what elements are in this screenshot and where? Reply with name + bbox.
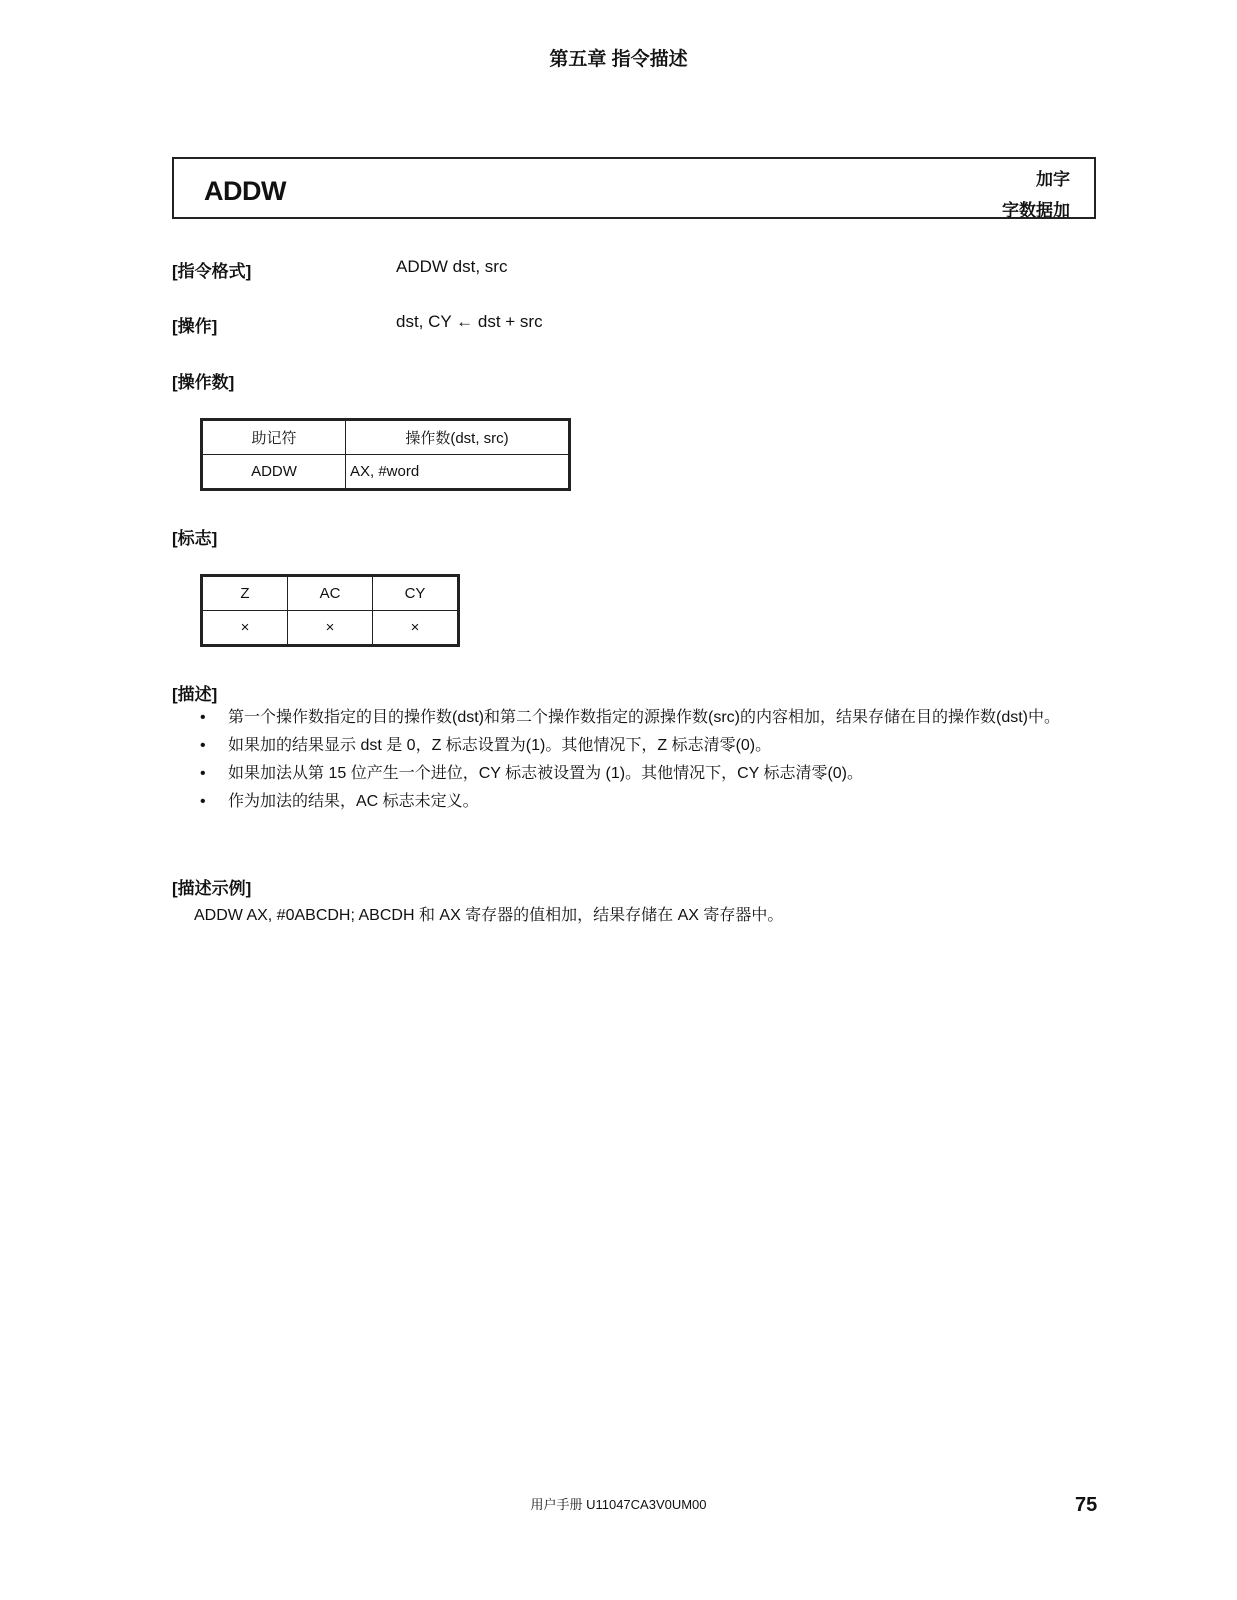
table-header-cell: 助记符 — [202, 420, 346, 455]
operation-value: dst, CY ← dst + src — [396, 312, 543, 331]
description-heading: [描述] — [172, 685, 218, 704]
table-header-cell: 操作数(dst, src) — [346, 420, 570, 455]
format-value: ADDW dst, src — [396, 257, 508, 276]
example-heading: [描述示例] — [172, 879, 252, 898]
flag-value-ac: × — [288, 611, 373, 646]
table-row — [202, 611, 459, 646]
flag-value-z: × — [202, 611, 288, 646]
manual-id: 用户手册 U11047CA3V0UM00 — [530, 1497, 707, 1512]
instruction-mnemonic: ADDW — [204, 176, 286, 206]
operands-table — [200, 418, 571, 491]
flag-header-cy: CY — [373, 576, 459, 611]
subcategory-label: 字数据加 — [1002, 201, 1070, 220]
list-item: • 作为加法的结果，AC 标志未定义。 — [200, 788, 1100, 816]
format-heading: [指令格式] — [172, 262, 252, 281]
flags-heading: [标志] — [172, 529, 218, 548]
instruction-title-box — [172, 157, 1096, 219]
table-cell: ADDW — [202, 455, 346, 490]
page-number: 75 — [1075, 1494, 1098, 1516]
table-cell: AX, #word — [346, 455, 570, 490]
operation-heading: [操作] — [172, 317, 218, 336]
operands-heading: [操作数] — [172, 373, 235, 392]
flag-header-z: Z — [202, 576, 288, 611]
list-item: • 如果加法从第 15 位产生一个进位，CY 标志被设置为 (1)。其他情况下，CY 标志清零(0)。 — [200, 760, 1100, 788]
category-label: 加字 — [1036, 170, 1070, 189]
flag-value-cy: × — [373, 611, 459, 646]
table-header-row — [202, 420, 570, 455]
table-row — [202, 455, 570, 490]
table-header-row — [202, 576, 459, 611]
flags-table — [200, 574, 460, 647]
example-text: ADDW AX, #0ABCDH; ABCDH 和 AX 寄存器的值相加，结果存储在 AX 寄存器中。 — [194, 907, 784, 924]
list-item: • 如果加的结果显示 dst 是 0，Z 标志设置为(1)。其他情况下，Z 标志清零(0)。 — [200, 732, 1100, 760]
flag-header-ac: AC — [288, 576, 373, 611]
list-item: • 第一个操作数指定的目的操作数(dst)和第二个操作数指定的源操作数(src)的内容相加，结果存储在目的操作数(dst)中。 — [200, 704, 1100, 732]
description-list — [200, 704, 1100, 816]
chapter-header: 第五章 指令描述 — [549, 49, 688, 70]
